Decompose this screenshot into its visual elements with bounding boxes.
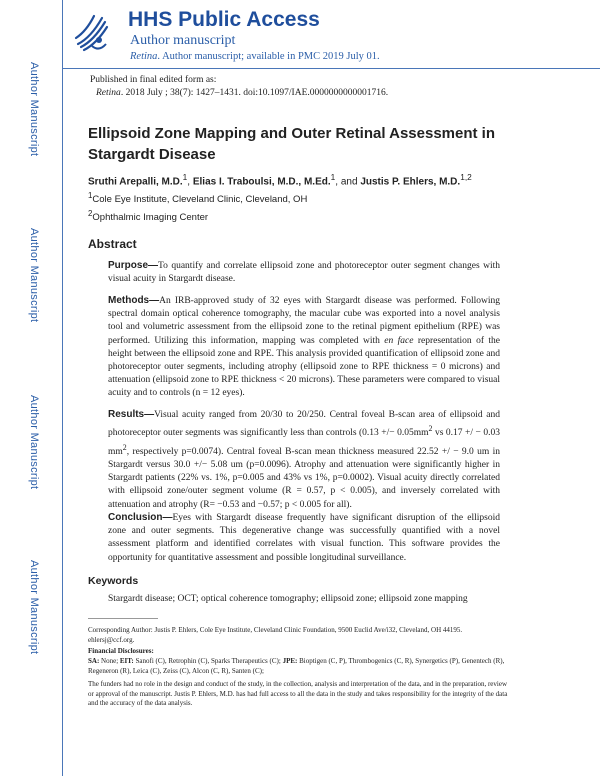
sidebar-label-2: Author Manuscript [28,228,40,323]
article-title: Ellipsoid Zone Mapping and Outer Retinal Assessment in Stargardt Disease [88,125,495,163]
header-rule [62,68,600,69]
sidebar-label-1: Author Manuscript [28,62,40,157]
hhs-eagle-logo-icon [72,10,110,54]
abstract-heading: Abstract [88,237,137,251]
results-text-3: , respectively p=0.0074). Central foveal B-scan mean thickness measured 22.52 +/ − 9.0 um in Stargardt versus 30.0 +/− 5.08 um (p=0.0096). Atrophy and attenuation were significantly higher in Stargardt patients (22% vs. 1%, p=0.005 and 43% vs 1%, p=0.0002). Visual acuity directly correlated with ellipsoid zone/outer segment volume (R = 0.57, p < 0.005), and inversely correlated with attenuation and atrophy (R= −0.53 and −0.57; p < 0.005 for all). [108,446,500,510]
footnote-disclosures: SA: None; EIT: Sanofi (C), Retrophin (C), Sparks Therapeutics (C); JPE: Bioptigen (C, P), Thrombogenics (C, R), Synergetics (P), Genentech (R), Regeneron (R), Leica (C), Zeiss (C), Alcon (C, R), Santen (C); [88,657,505,675]
manuscript-type: Author manuscript [130,33,236,48]
purpose-label: Purpose— [108,260,159,271]
methods-label: Methods— [108,295,160,306]
jpe-label: JPE: [282,657,298,665]
footnote-funders: The funders had no role in the design and conduct of the study, in the collection, analysis and interpretation of the data, and in the preparation, review or approval of the manuscript. Justis P. Ehlers, M.D. has had full access to all the data in the study and takes responsibility for the integrity of the data and the accuracy of the data analysis. [88,680,508,708]
sa-label: SA: [88,657,100,665]
sidebar-label-4: Author Manuscript [28,560,40,655]
methods-text-2: representation of the height between the ellipsoid zone and RPE. This analysis provided quantification of ellipsoid zone and photoreceptor outer segments, including atrophy (ellipsoid zone to RPE thickness = 0 microns) and attenuation (ellipsoid zone to RPE thickness < 20 microns). These parameters were compared to visual acuity and to controls (n = 12 eyes). [108,335,500,399]
hhs-title: HHS Public Access [128,8,320,31]
footnote-corresponding: Corresponding Author: Justis P. Ehlers, Cole Eye Institute, Cleveland Clinic Foundation, 9500 Euclid Ave/i32, Cleveland, OH 44195. ehlersj@ccf.org. [88,626,463,644]
affiliation-2: $^2$Ophthalmic Imaging Center [88,209,209,224]
sidebar-label-3: Author Manuscript [28,395,40,490]
keywords-heading: Keywords [88,575,139,587]
footnote-disclosures-heading: Financial Disclosures: [88,647,154,655]
eit-label: EIT: [119,657,134,665]
results-sup-1: 2 [428,424,433,434]
footnote-rule [88,618,158,619]
methods-italic: en face [384,335,414,346]
abstract-methods [108,294,500,401]
publication-line1: Published in final edited form as: [90,75,217,85]
author-2-sup: 1 [330,172,336,182]
publication-info [90,74,388,100]
conclusion-label: Conclusion— [108,512,173,523]
purpose-text: To quantify and correlate ellipsoid zone and photoreceptor outer segment changes with visual acuity in Stargardt disease. [108,261,500,285]
results-text-1: Visual acuity ranged from 20/30 to 20/250. Central foveal B-scan area of ellipsoid and photoreceptor outer segments was significantly less than controls (0.13 +/− 0.05mm [108,410,500,439]
author-3: Justis P. Ehlers, M.D. [360,176,461,188]
conclusion-text: Eyes with Stargardt disease frequently have significant disruption of the ellipsoid zone and outer segments. This degenerative change was successfully quantified with a novel assessment platform and identified correlates with visual function. This software provides the opportunity for quantitative assessment and possible longitudinal surveillance. [108,513,500,563]
methods-text-1: An IRB-approved study of 32 eyes with Stargardt disease was performed. Following spectral domain optical coherence tomography, the macular cube was exported into a novel analysis tool and volumetric assessment from the ellipsoid zone to the retinal pigment epithelium (RPE) was performed. Utilizing this information, mapping was completed with [108,296,500,346]
author-list: Sruthi Arepalli, M.D.$^1$, Elias I. Traboulsi, M.D., M.Ed.$^1$, and Justis P. Ehlers, M.D.$^{1,2}$ [88,172,472,188]
publication-citation [90,87,388,100]
results-text-2: vs 0.17 +/ − 0.03 mm [108,428,500,457]
publication-journal: Retina [96,88,121,98]
keywords-text: Stargardt disease; OCT; optical coherence tomography; ellipsoid zone; ellipsoid zone mapping [108,594,468,604]
author-and: , and [335,176,361,188]
author-3-sup: 1,2 [460,172,472,182]
availability-text: . Author manuscript; available in PMC 2019 July 01. [157,51,380,62]
publication-citation-text: . 2018 July ; 38(7): 1427–1431. doi:10.1097/IAE.0000000000001716. [120,88,389,98]
affiliation-1: $^1$Cole Eye Institute, Cleveland Clinic, Cleveland, OH [88,191,308,206]
availability-journal: Retina [130,51,158,62]
abstract-purpose [108,259,500,286]
author-2: Elias I. Traboulsi, M.D., M.Ed. [192,176,331,188]
results-sup-2: 2 [122,442,127,452]
sidebar-divider [62,0,63,776]
author-1-sup: 1 [182,172,188,182]
abstract-results [108,408,500,512]
results-label: Results— [108,409,155,420]
availability-line [130,51,380,62]
abstract-conclusion [108,511,500,565]
author-1: Sruthi Arepalli, M.D. [88,176,183,188]
